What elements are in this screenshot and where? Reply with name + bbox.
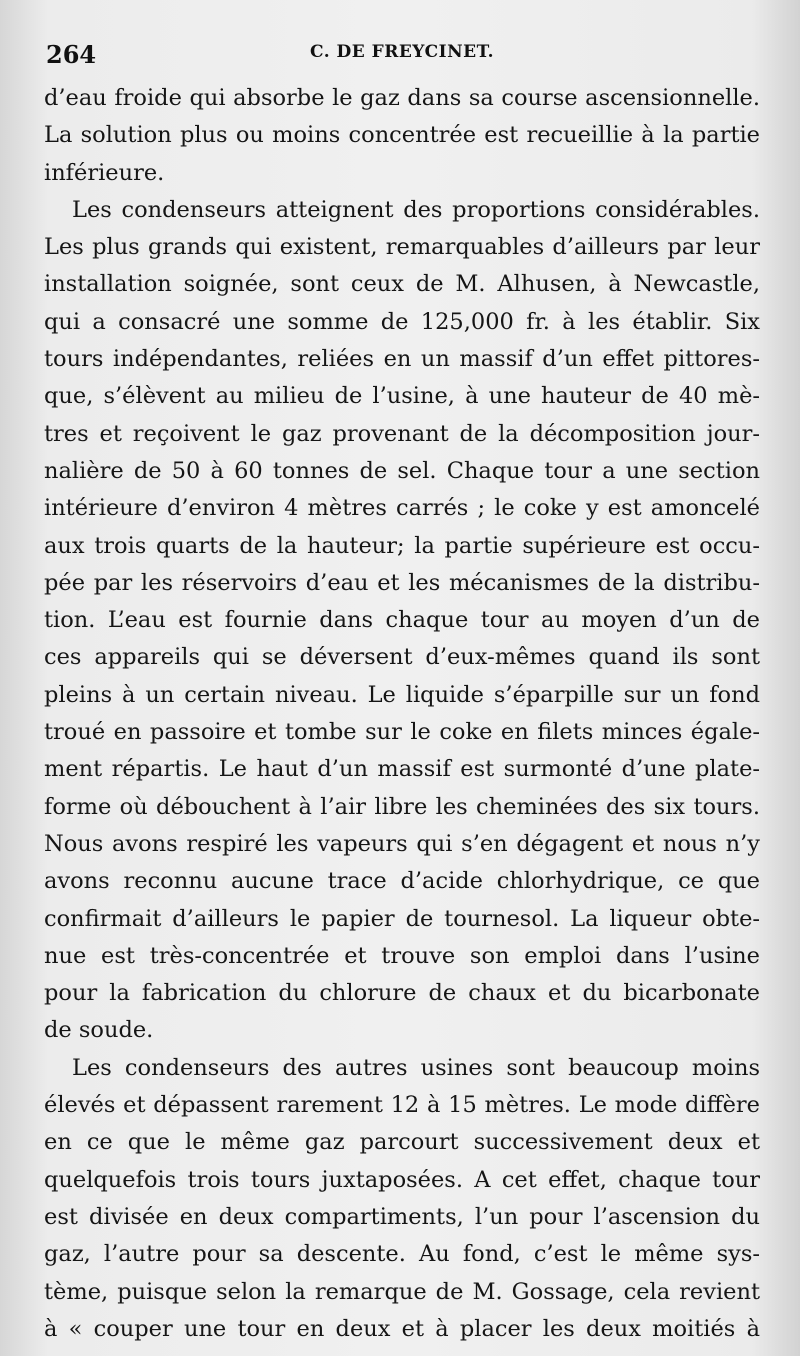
paragraph: [44, 192, 760, 1050]
text-line: avons reconnu aucune trace d’acide chlorhydrique, ce que: [44, 868, 760, 895]
text-line: confirmait d’ailleurs le papier de tournesol. La liqueur obte-: [44, 905, 760, 932]
text-line: que, s’élèvent au milieu de l’usine, à une hauteur de 40 mè-: [44, 383, 760, 410]
running-head: C. DE FREYCINET.: [309, 42, 495, 62]
text-line: qui a consacré une somme de 125,000 fr. à les établir. Six: [44, 308, 760, 335]
text-line: La solution plus ou moins concentrée est recueillie à la partie: [44, 122, 760, 149]
text-line: quelquefois trois tours juxtaposées. A cet effet, chaque tour: [44, 1166, 760, 1193]
text-line: forme où débouchent à l’air libre les cheminées des six tours.: [44, 793, 760, 820]
text-line: est divisée en deux compartiments, l’un pour l’ascension du: [44, 1203, 760, 1230]
text-line: Les plus grands qui existent, remarquables d’ailleurs par leur: [44, 234, 760, 261]
text-line: tres et reçoivent le gaz provenant de la décomposition jour-: [44, 420, 760, 447]
text-line: intérieure d’environ 4 mètres carrés ; le coke y est amoncelé: [44, 495, 760, 522]
text-line: pleins à un certain niveau. Le liquide s’éparpille sur un fond: [44, 681, 760, 708]
page-header: [46, 36, 758, 76]
text-line: aux trois quarts de la hauteur; la partie supérieure est occu-: [44, 532, 760, 559]
text-line: d’eau froide qui absorbe le gaz dans sa course ascensionnelle.: [44, 85, 760, 111]
text-line: ces appareils qui se déversent d’eux-mêmes quand ils sont: [44, 644, 760, 671]
text-line: à « couper une tour en deux et à placer les deux moitiés à: [44, 1315, 760, 1342]
text-line: Les condenseurs atteignent des proportions considérables.: [72, 196, 760, 223]
text-line: gaz, l’autre pour sa descente. Au fond, c’est le même sys-: [44, 1241, 760, 1268]
paragraph: [44, 80, 760, 192]
text-line: élevés et dépassent rarement 12 à 15 mètres. Le mode diffère: [44, 1092, 760, 1119]
text-line: tème, puisque selon la remarque de M. Gossage, cela revient: [44, 1278, 760, 1305]
text-line: installation soignée, sont ceux de M. Alhusen, à Newcastle,: [44, 271, 760, 298]
text-line: pée par les réservoirs d’eau et les mécanismes de la distribu-: [44, 569, 760, 596]
text-line: troué en passoire et tombe sur le coke en filets minces égale-: [44, 719, 760, 746]
text-line: nue est très-concentrée et trouve son emploi dans l’usine: [44, 942, 760, 969]
page-number: 264: [46, 40, 97, 69]
paragraph: [44, 1050, 760, 1348]
text-line: nalière de 50 à 60 tonnes de sel. Chaque tour a une section: [44, 457, 760, 484]
text-line: pour la fabrication du chlorure de chaux et du bicarbonate: [44, 980, 760, 1007]
text-line: ment répartis. Le haut d’un massif est surmonté d’une plate-: [44, 756, 760, 783]
text-line: tours indépendantes, reliées en un massif d’un effet pittores-: [44, 346, 760, 373]
text-line: Nous avons respiré les vapeurs qui s’en dégagent et nous n’y: [44, 830, 760, 857]
text-line: en ce que le même gaz parcourt successivement deux et: [44, 1129, 760, 1156]
text-line: inférieure.: [44, 159, 165, 186]
text-line: de soude.: [44, 1017, 154, 1044]
text-line: Les condenseurs des autres usines sont beaucoup moins: [72, 1054, 760, 1081]
body-text: [44, 80, 760, 1348]
text-line: tion. L’eau est fournie dans chaque tour au moyen d’un de: [44, 607, 760, 634]
